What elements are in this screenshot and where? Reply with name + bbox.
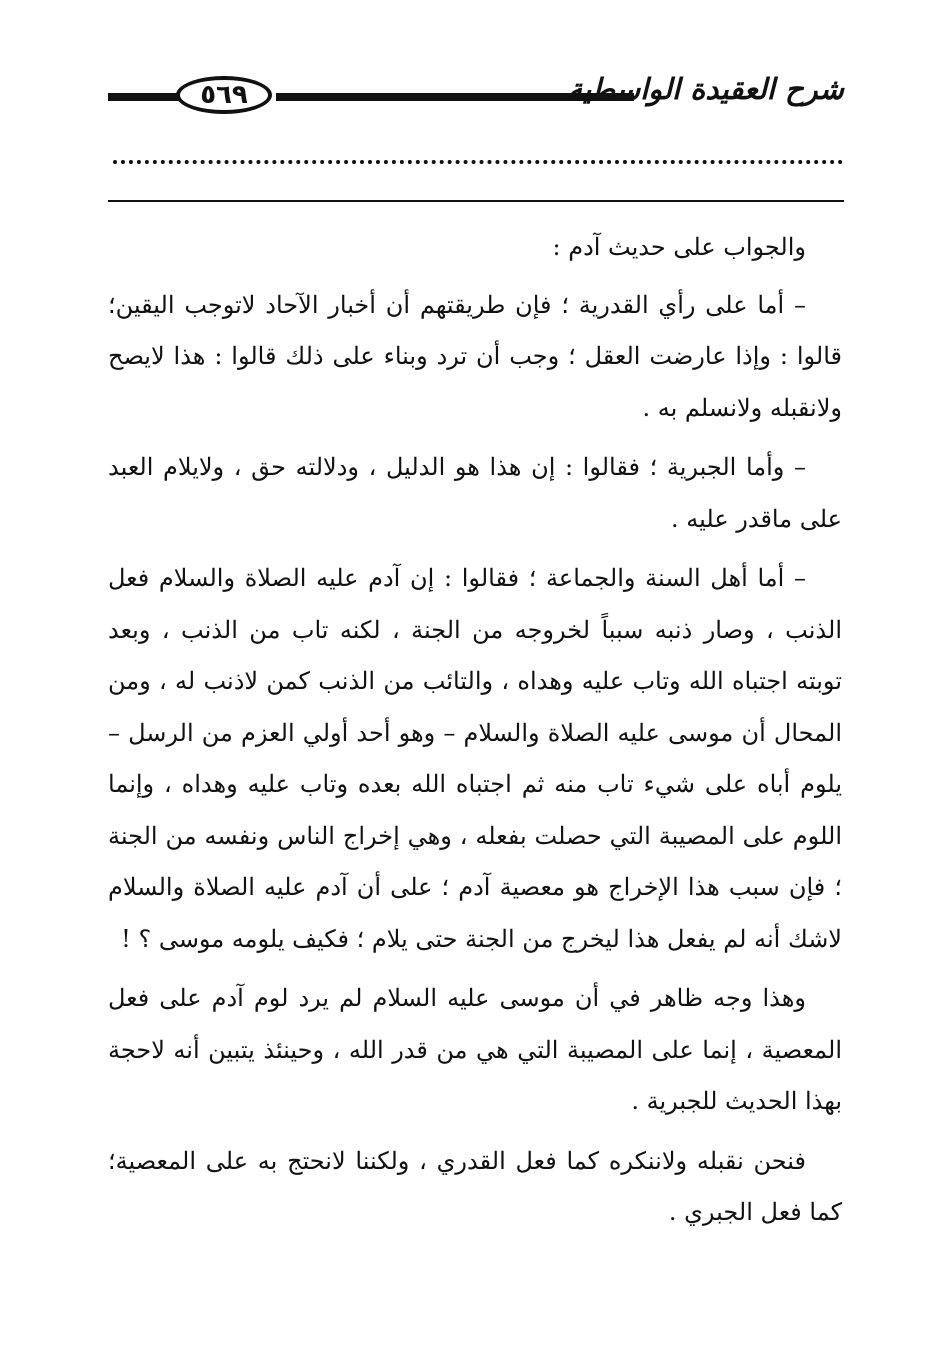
- page-header: [108, 66, 844, 126]
- page-number-badge: [176, 76, 272, 114]
- paragraph-intro: والجواب على حديث آدم :: [552, 233, 806, 261]
- paragraph-qadariyya: – أما على رأي القدرية ؛ فإن طريقتهم أن أخبار الآحاد لاتوجب اليقين؛ قالوا : وإذا عارضت العقل ؛ وجب أن ترد وبناء على ذلك قالوا : هذا لايصح ولانقبله ولانسلم به .: [108, 290, 842, 422]
- book-title: شرح العقيدة الواسطية: [567, 72, 844, 106]
- paragraph-conclusion: فنحن نقبله ولاننكره كما فعل القدري ، ولكننا لانحتج به على المعصية؛ كما فعل الجبري .: [108, 1146, 842, 1226]
- paragraph-ahl-al-sunna: – أما أهل السنة والجماعة ؛ فقالوا : إن آدم عليه الصلاة والسلام فعل الذنب ، وصار ذنبه سبباً لخروجه من الجنة ، لكنه تاب من الذنب ، وبعد توبته اجتباه الله وتاب عليه وهداه ، والتائب من الذنب كمن لاذنب له ، ومن المحال أن موسى عليه الصلاة والسلام – وهو أحد أولي العزم من الرسل – يلوم أباه على شيء تاب منه ثم اجتباه الله بعده وتاب عليه وهداه ، وإنما اللوم على المصيبة التي حصلت بفعله ، وهي إخراج الناس ونفسه من الجنة ؛ فإن سبب هذا الإخراج هو معصية آدم ؛ على أن آدم عليه الصلاة والسلام لاشك أنه لم يفعل هذا ليخرج من الجنة حتى يلام ؛ فكيف يلومه موسى ؟ !: [108, 564, 843, 953]
- paragraph-jabriyya: – وأما الجبرية ؛ فقالوا : إن هذا هو الدليل ، ودلالته حق ، ولايلام العبد على ماقدر عليه .: [108, 453, 842, 533]
- dotted-divider: [113, 160, 843, 164]
- header-rule-left: [108, 93, 180, 101]
- page-number: ٥٦٩: [200, 80, 248, 110]
- solid-divider: [108, 200, 844, 202]
- paragraph-explanation: وهذا وجه ظاهر في أن موسى عليه السلام لم يرد لوم آدم على فعل المعصية ، إنما على المصيبة التي هي من قدر الله ، وحينئذ يتبين أنه لاحجة بهذا الحديث للجبرية .: [108, 984, 842, 1115]
- page-body: [108, 222, 842, 1247]
